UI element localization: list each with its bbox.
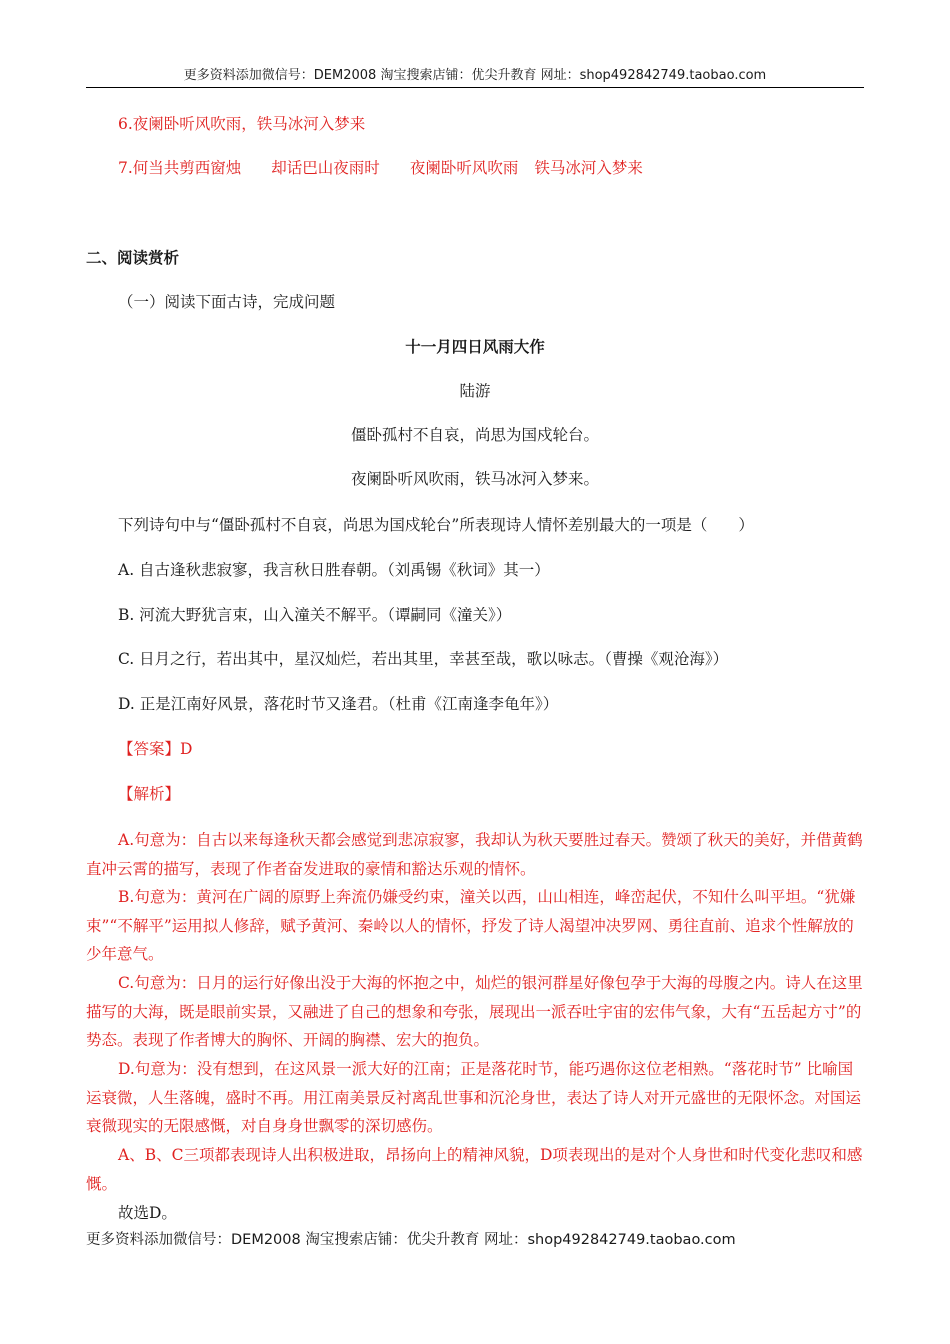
analysis-label: 【解析】 [118,785,181,803]
analysis-conclusion: 故选D。 [118,1204,177,1222]
answer-item-7-part-4: 铁马冰河入梦来 [534,159,643,177]
option-b: B. 河流大野犹言束，山入潼关不解平。（谭嗣同《潼关》） [118,606,512,624]
poem-line-1: 僵卧孤村不自哀，尚思为国戍轮台。 [350,426,599,444]
section-title: 二、阅读赏析 [86,249,180,267]
page-header: 更多资料添加微信号：DEM2008 淘宝搜索店铺：优尖升教育 网址：shop492842749.taobao.com [183,68,767,83]
answer-item-7 [118,157,643,179]
option-c: C. 日月之行，若出其中，星汉灿烂，若出其里，幸甚至哉，歌以咏志。（曹操《观沧海》） [118,650,729,668]
analysis-paragraph-a: A.句意为：自古以来每逢秋天都会感觉到悲凉寂寥，我却认为秋天要胜过春天。赞颂了秋天的美好，并借黄鹤直冲云霄的描写，表现了作者奋发进取的豪情和豁达乐观的情怀。 [86,831,863,878]
analysis-paragraph-c: C.句意为：日月的运行好像出没于大海的怀抱之中，灿烂的银河群星好像包孕于大海的母腹之内。诗人在这里描写的大海，既是眼前实景，又融进了自己的想象和夸张，展现出一派吞吐宇宙的宏伟气象，大有“五岳起方寸”的势态。表现了作者博大的胸怀、开阔的胸襟、宏大的抱负。 [86,974,863,1049]
answer-item-7-part-1: 7.何当共剪西窗烛 [118,159,242,177]
poem-title: 十一月四日风雨大作 [405,338,545,356]
header-divider [86,87,864,88]
page-footer: 更多资料添加微信号：DEM2008 淘宝搜索店铺：优尖升教育 网址：shop492842749.taobao.com [86,1232,736,1248]
answer-item-7-part-3: 夜阑卧听风吹雨 [409,159,519,177]
poem-line-2: 夜阑卧听风吹雨，铁马冰河入梦来。 [350,470,599,488]
question-stem: 下列诗句中与“僵卧孤村不自哀，尚思为国戍轮台”所表现诗人情怀差别最大的一项是（ ） [118,516,754,534]
poem-author: 陆游 [459,382,491,400]
answer-label: 【答案】D [118,740,193,758]
option-a: A. 自古逢秋悲寂寥，我言秋日胜春朝。（刘禹锡《秋词》其一） [118,561,550,579]
analysis-paragraph-b: B.句意为：黄河在广阔的原野上奔流仍嫌受约束，潼关以西，山山相连，峰峦起伏，不知什么叫平坦。“犹嫌束”“不解平”运用拟人修辞，赋予黄河、秦岭以人的情怀，抒发了诗人渴望冲决罗网、勇往直前、追求个性解放的少年意气。 [86,888,856,963]
analysis-paragraph-d: D.句意为：没有想到，在这风景一派大好的江南；正是落花时节，能巧遇你这位老相熟。“落花时节” 比喻国运衰微，人生落魄，盛时不再。用江南美景反衬离乱世事和沉沦身世，表达了诗人对开元盛世的无限怀念。对国运衰微现实的无限感慨，对自身身世飘零的深切感伤。 [86,1060,862,1135]
analysis-summary: A、B、C三项都表现诗人出积极进取，昂扬向上的精神风貌，D项表现出的是对个人身世和时代变化悲叹和感慨。 [86,1146,863,1193]
section-subtitle: （一）阅读下面古诗，完成问题 [118,293,336,311]
option-d: D. 正是江南好风景，落花时节又逢君。（杜甫《江南逢李龟年》） [118,695,559,713]
answer-item-7-part-2: 却话巴山夜雨时 [271,159,380,177]
answer-item-6: 6.夜阑卧听风吹雨，铁马冰河入梦来 [118,115,366,133]
